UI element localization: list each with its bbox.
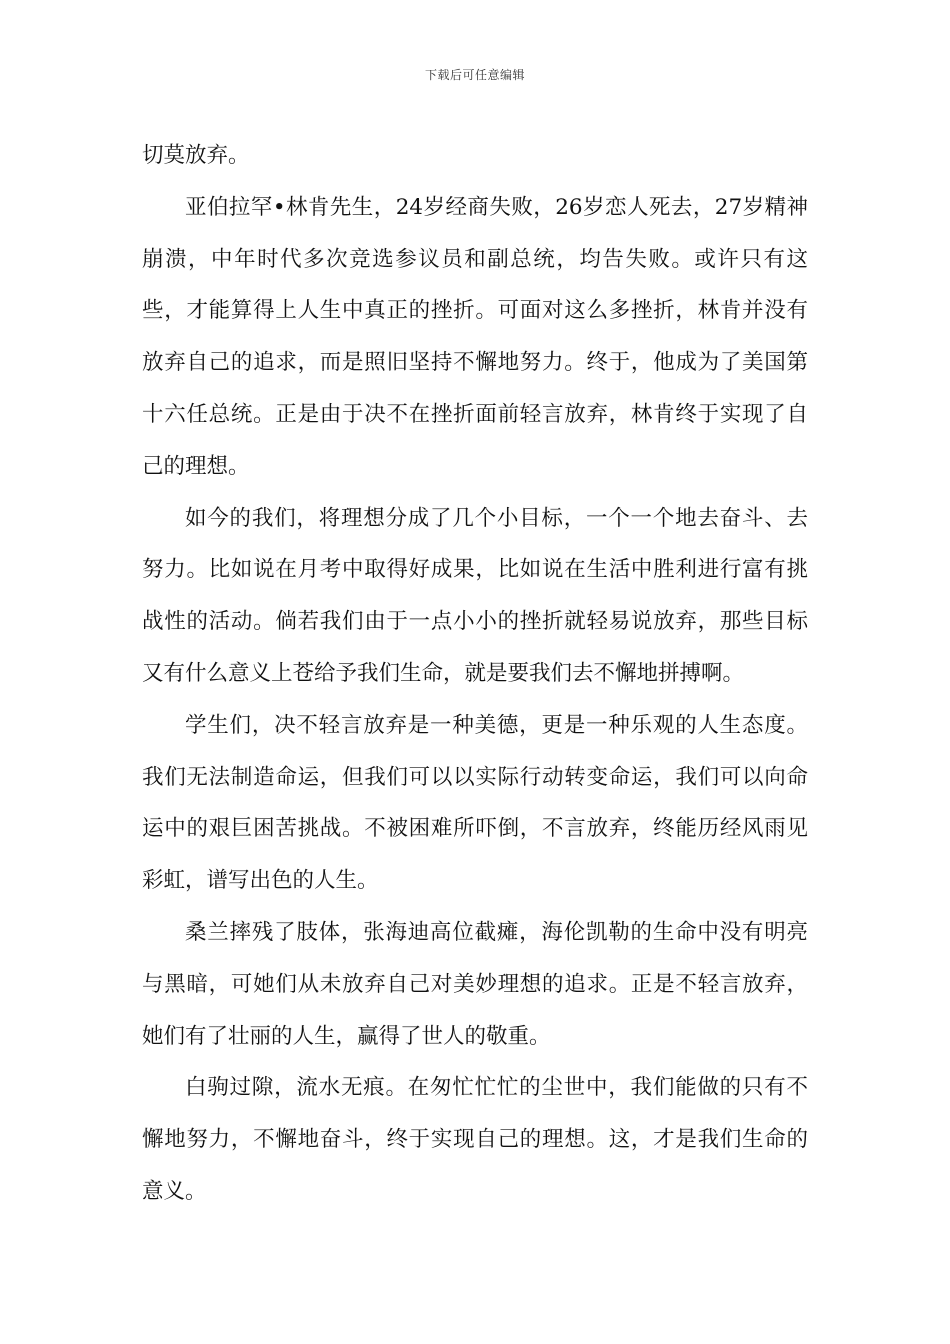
paragraph-students: 学生们，决不轻言放弃是一种美德，更是一种乐观的人生态度。我们无法制造命运，但我们可以以实际行动转变命运，我们可以向命运中的艰巨困苦挑战。不被困难所吓倒，不言放弃，终能历经风雨见彩虹，谱写出色的人生。 <box>142 712 808 894</box>
paragraph-continuation: 切莫放弃。 <box>142 143 250 168</box>
paragraph-lincoln: 亚伯拉罕•林肯先生，24岁经商失败，26岁恋人死去，27岁精神崩溃，中年时代多次竞选参议员和副总统，均告失败。或许只有这些，才能算得上人生中真正的挫折。可面对这么多挫折，林肯并没有放弃自己的追求，而是照旧坚持不懈地努力。终于，他成为了美国第十六任总统。正是由于决不在挫折面前轻言放弃，林肯终于实现了自己的理想。 <box>142 194 808 479</box>
paragraph-conclusion: 白驹过隙，流水无痕。在匆忙忙忙的尘世中，我们能做的只有不懈地努力，不懈地奋斗，终于实现自己的理想。这，才是我们生命的意义。 <box>142 1075 808 1204</box>
paragraph-examples: 桑兰摔残了肢体，张海迪高位截瘫，海伦凯勒的生命中没有明亮与黑暗，可她们从未放弃自己对美妙理想的追求。正是不轻言放弃，她们有了壮丽的人生，赢得了世人的敬重。 <box>142 919 808 1049</box>
document-body <box>142 130 808 1218</box>
page-header: 下载后可任意编辑 <box>424 68 525 82</box>
paragraph-goals: 如今的我们，将理想分成了几个小目标，一个一个地去奋斗、去努力。比如说在月考中取得好成果，比如说在生活中胜利进行富有挑战性的活动。倘若我们由于一点小小的挫折就轻易说放弃，那些目标又有什么意义上苍给予我们生命，就是要我们去不懈地拼搏啊。 <box>142 505 808 686</box>
